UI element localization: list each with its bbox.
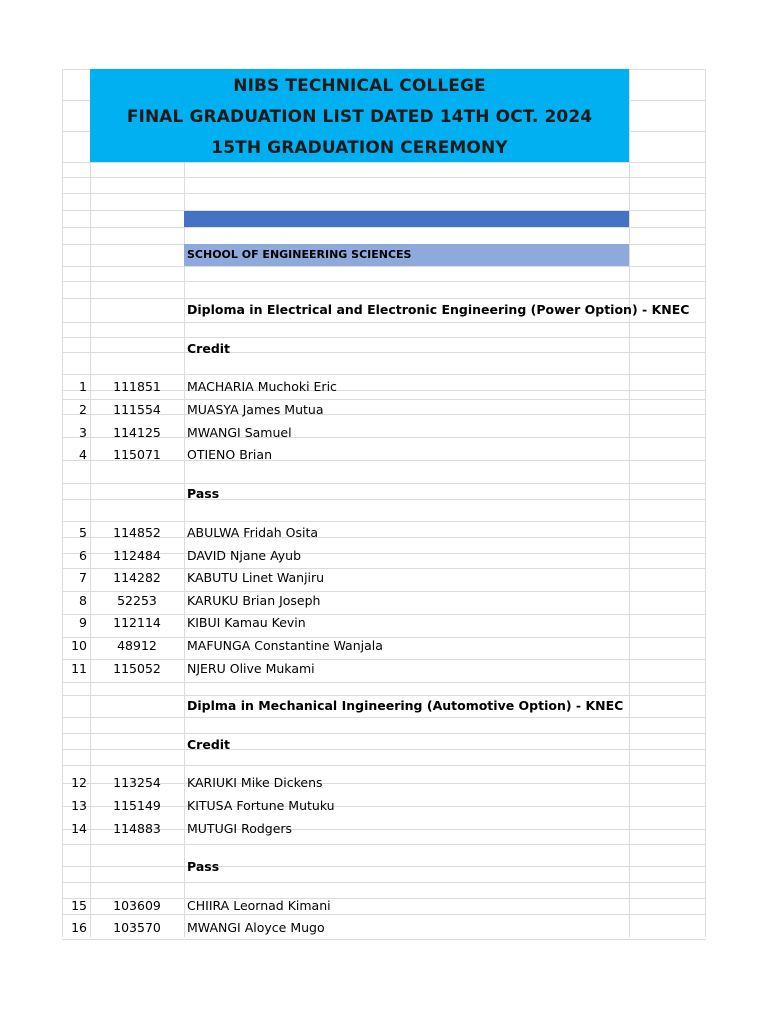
grid-cell[interactable] <box>184 867 629 882</box>
grid-row <box>62 483 706 499</box>
school-name: SCHOOL OF ENGINEERING SCIENCES <box>187 248 412 261</box>
registration-number: 114125 <box>113 424 161 440</box>
programme-title: Diplma in Mechanical Ingineering (Automotive Option) - KNEC <box>187 698 624 713</box>
grid-cell[interactable] <box>629 178 706 193</box>
grid-row <box>62 193 706 210</box>
grid-cell[interactable] <box>184 282 629 298</box>
grid-cell[interactable] <box>629 282 706 298</box>
grid-cell[interactable] <box>629 500 706 521</box>
grid-row <box>62 352 706 374</box>
grid-cell[interactable] <box>184 750 629 765</box>
grid-cell[interactable] <box>62 353 90 374</box>
student-name: MUTUGI Rodgers <box>187 820 293 836</box>
grid-cell[interactable] <box>62 228 90 244</box>
student-name: MUASYA James Mutua <box>187 401 324 417</box>
grid-cell[interactable] <box>184 500 629 521</box>
grid-cell[interactable] <box>629 899 706 914</box>
grid-cell[interactable] <box>184 845 629 866</box>
grid-cell[interactable] <box>62 282 90 298</box>
grid-cell[interactable] <box>90 718 184 733</box>
student-name: DAVID Njane Ayub <box>187 547 302 563</box>
grid-cell[interactable] <box>90 845 184 866</box>
student-number: 8 <box>79 592 87 608</box>
grid-cell[interactable] <box>629 718 706 733</box>
grid-cell[interactable] <box>184 323 629 337</box>
registration-number: 114883 <box>113 820 161 836</box>
registration-number: 103609 <box>113 898 161 913</box>
grid-cell[interactable] <box>629 807 706 829</box>
grid-cell[interactable] <box>62 101 90 131</box>
grid-cell[interactable] <box>629 484 706 499</box>
grid-cell[interactable] <box>184 734 629 749</box>
grid-cell[interactable] <box>62 163 90 177</box>
grid-cell[interactable] <box>629 163 706 177</box>
grid-row <box>62 844 706 866</box>
grid-cell[interactable] <box>629 845 706 866</box>
grid-cell[interactable] <box>629 211 706 227</box>
student-number: 9 <box>79 615 87 631</box>
grid-cell[interactable] <box>62 696 90 717</box>
grid-cell[interactable] <box>62 750 90 765</box>
grid-row <box>62 227 706 244</box>
student-number: 5 <box>79 525 87 540</box>
grid-row <box>62 682 706 695</box>
grid-cell[interactable] <box>629 538 706 553</box>
grid-cell[interactable] <box>629 522 706 537</box>
grid-cell[interactable] <box>184 683 629 695</box>
grid-cell[interactable] <box>629 554 706 568</box>
grid-cell[interactable] <box>90 461 184 483</box>
grid-cell[interactable] <box>90 282 184 298</box>
registration-number: 114852 <box>113 525 161 540</box>
grid-cell[interactable] <box>62 484 90 499</box>
grid-cell[interactable] <box>184 163 629 177</box>
grid-cell[interactable] <box>90 696 184 717</box>
grid-row <box>62 866 706 882</box>
student-number: 4 <box>79 447 87 463</box>
grid-cell[interactable] <box>629 194 706 210</box>
grid-cell[interactable] <box>629 338 706 352</box>
grid-row <box>62 322 706 337</box>
grid-cell[interactable] <box>62 867 90 882</box>
grid-cell[interactable] <box>629 70 706 100</box>
grade-heading: Pass <box>187 486 220 501</box>
student-number: 11 <box>71 660 87 676</box>
grid-cell[interactable] <box>184 338 629 352</box>
student-number: 15 <box>71 898 87 913</box>
grid-cell[interactable] <box>629 615 706 637</box>
registration-number: 114282 <box>113 570 161 586</box>
student-name: MWANGI Samuel <box>187 424 292 440</box>
grid-row <box>62 499 706 521</box>
grid-cell[interactable] <box>629 228 706 244</box>
grid-row <box>62 749 706 765</box>
registration-number: 115149 <box>113 797 161 813</box>
grid-cell[interactable] <box>629 750 706 765</box>
grid-row <box>62 266 706 281</box>
grid-cell[interactable] <box>62 194 90 210</box>
grid-cell[interactable] <box>62 338 90 352</box>
grid-cell[interactable] <box>629 132 706 162</box>
grid-cell[interactable] <box>629 867 706 882</box>
grid-cell[interactable] <box>629 915 706 937</box>
grid-cell[interactable] <box>184 178 629 193</box>
student-name: KITUSA Fortune Mutuku <box>187 797 335 813</box>
student-number: 13 <box>71 797 87 813</box>
grid-cell[interactable] <box>629 696 706 717</box>
grade-heading: Pass <box>187 859 220 874</box>
student-number: 12 <box>71 775 87 790</box>
grid-cell[interactable] <box>629 391 706 399</box>
grade-heading: Credit <box>187 341 231 356</box>
student-name: ABULWA Fridah Osita <box>187 525 319 540</box>
grid-cell[interactable] <box>629 400 706 414</box>
school-header-bar <box>184 211 629 227</box>
grid-cell[interactable] <box>629 267 706 281</box>
grid-cell[interactable] <box>90 211 184 227</box>
grid-cell[interactable] <box>62 461 90 483</box>
grid-cell[interactable] <box>62 211 90 227</box>
grid-cell[interactable] <box>90 683 184 695</box>
grid-cell[interactable] <box>184 228 629 244</box>
student-number: 3 <box>79 424 87 440</box>
registration-number: 115052 <box>113 660 161 676</box>
grid-cell[interactable] <box>90 228 184 244</box>
student-number: 7 <box>79 570 87 586</box>
grid-cell[interactable] <box>90 353 184 374</box>
grid-cell[interactable] <box>629 638 706 659</box>
grid-cell[interactable] <box>629 683 706 695</box>
grid-cell[interactable] <box>90 500 184 521</box>
grid-cell[interactable] <box>62 718 90 733</box>
student-name: KARIUKI Mike Dickens <box>187 775 323 790</box>
grid-cell[interactable] <box>90 338 184 352</box>
grid-cell[interactable] <box>184 461 629 483</box>
grid-cell[interactable] <box>90 299 184 322</box>
registration-number: 111554 <box>113 401 161 417</box>
grid-row <box>62 162 706 177</box>
student-number: 1 <box>79 379 87 394</box>
grid-cell[interactable] <box>62 267 90 281</box>
student-name: OTIENO Brian <box>187 447 272 463</box>
grid-cell[interactable] <box>90 883 184 898</box>
student-name: MAFUNGA Constantine Wanjala <box>187 638 383 653</box>
student-number: 6 <box>79 547 87 563</box>
grid-cell[interactable] <box>62 734 90 749</box>
grid-row <box>62 733 706 749</box>
ceremony-title: 15TH GRADUATION CEREMONY <box>211 138 508 158</box>
student-number: 14 <box>71 820 87 836</box>
registration-number: 48912 <box>117 638 157 653</box>
spreadsheet <box>62 69 706 940</box>
grid-cell[interactable] <box>90 734 184 749</box>
grid-cell[interactable] <box>62 178 90 193</box>
grid-cell[interactable] <box>62 70 90 100</box>
grid-cell[interactable] <box>90 267 184 281</box>
grid-cell[interactable] <box>62 299 90 322</box>
grid-cell[interactable] <box>629 766 706 783</box>
grid-row <box>62 177 706 193</box>
grid-cell[interactable] <box>184 718 629 733</box>
grid-cell[interactable] <box>90 750 184 765</box>
grid-row <box>62 281 706 298</box>
grid-cell[interactable] <box>629 569 706 591</box>
grid-cell[interactable] <box>90 178 184 193</box>
grid-cell[interactable] <box>629 375 706 390</box>
registration-number: 115071 <box>113 447 161 463</box>
registration-number: 113254 <box>113 775 161 790</box>
grid-cell[interactable] <box>629 101 706 131</box>
grid-cell[interactable] <box>90 245 184 266</box>
registration-number: 112484 <box>113 547 161 563</box>
grid-cell[interactable] <box>629 592 706 614</box>
grid-cell[interactable] <box>62 845 90 866</box>
student-name: CHIIRA Leornad Kimani <box>187 898 331 913</box>
grid-cell[interactable] <box>629 734 706 749</box>
grid-cell[interactable] <box>184 484 629 499</box>
student-number: 10 <box>71 638 87 653</box>
registration-number: 103570 <box>113 920 161 936</box>
grid-cell[interactable] <box>629 438 706 460</box>
programme-title: Diploma in Electrical and Electronic Engineering (Power Option) - KNEC <box>187 302 690 317</box>
student-name: MACHARIA Muchoki Eric <box>187 379 337 394</box>
grid-cell[interactable] <box>629 245 706 266</box>
grid-row <box>62 460 706 483</box>
student-name: KIBUI Kamau Kevin <box>187 615 306 631</box>
grid-cell[interactable] <box>62 323 90 337</box>
grid-cell[interactable] <box>62 245 90 266</box>
grid-row <box>62 717 706 733</box>
grid-cell[interactable] <box>90 484 184 499</box>
registration-number: 112114 <box>113 615 161 631</box>
student-name: NJERU Olive Mukami <box>187 660 315 676</box>
grid-cell[interactable] <box>629 830 706 844</box>
grid-cell[interactable] <box>629 461 706 483</box>
registration-number: 52253 <box>117 592 157 608</box>
grid-row <box>62 882 706 898</box>
grid-cell[interactable] <box>90 163 184 177</box>
grade-heading: Credit <box>187 737 231 752</box>
grid-cell[interactable] <box>629 353 706 374</box>
grid-cell[interactable] <box>62 683 90 695</box>
registration-number: 111851 <box>113 379 161 394</box>
grid-cell[interactable] <box>90 867 184 882</box>
student-name: KARUKU Brian Joseph <box>187 592 321 608</box>
student-number: 2 <box>79 401 87 417</box>
grid-cell[interactable] <box>629 784 706 806</box>
grid-cell[interactable] <box>62 132 90 162</box>
grid-cell[interactable] <box>62 883 90 898</box>
grid-cell[interactable] <box>629 883 706 898</box>
college-name: NIBS TECHNICAL COLLEGE <box>233 76 486 96</box>
grid-cell[interactable] <box>629 415 706 437</box>
student-name: MWANGI Aloyce Mugo <box>187 920 325 936</box>
grid-cell[interactable] <box>629 323 706 337</box>
grid-cell[interactable] <box>184 883 629 898</box>
list-title: FINAL GRADUATION LIST DATED 14TH OCT. 2024 <box>126 107 593 127</box>
grid-row <box>62 337 706 352</box>
grid-cell[interactable] <box>184 267 629 281</box>
grid-cell[interactable] <box>90 194 184 210</box>
grid-cell[interactable] <box>629 660 706 682</box>
grid-cell[interactable] <box>62 500 90 521</box>
grid-cell[interactable] <box>184 353 629 374</box>
grid-cell[interactable] <box>184 194 629 210</box>
student-number: 16 <box>71 920 87 936</box>
grid-cell[interactable] <box>90 323 184 337</box>
student-name: KABUTU Linet Wanjiru <box>187 570 325 586</box>
